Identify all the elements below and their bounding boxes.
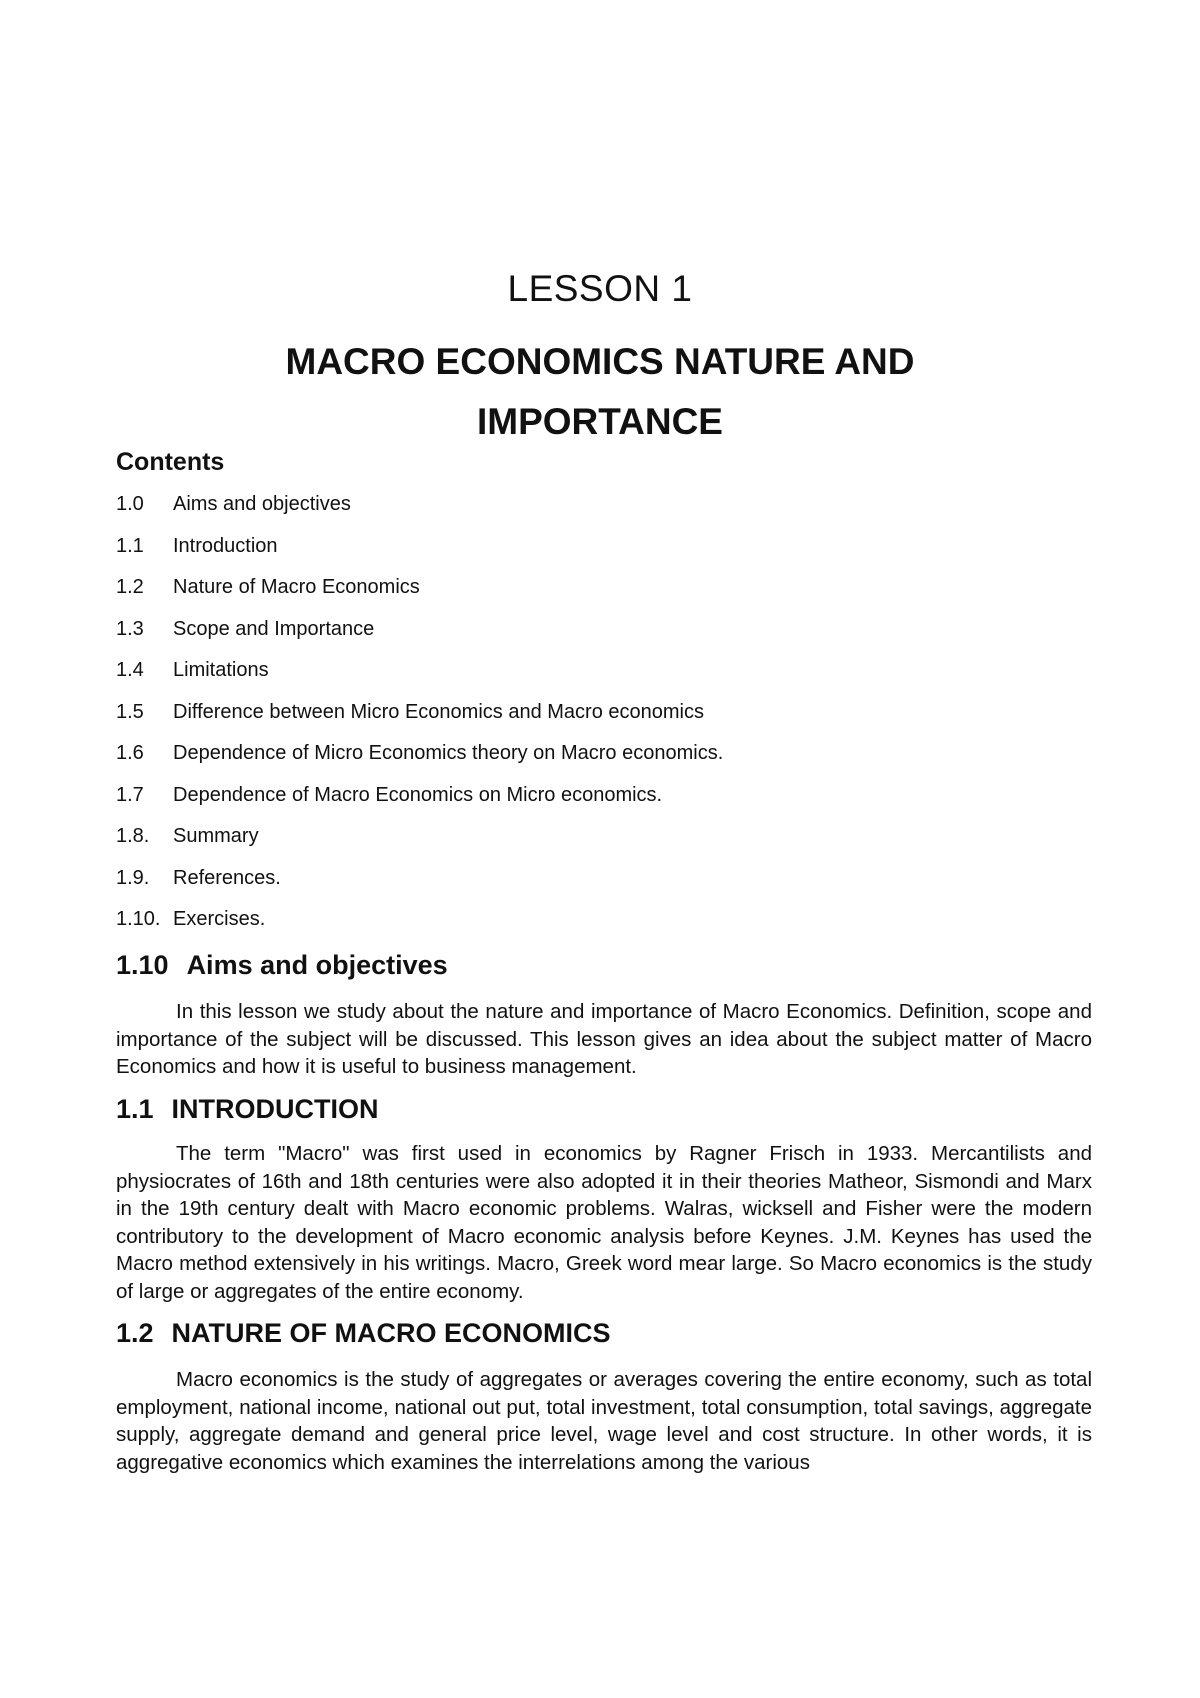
section-heading-introduction xyxy=(116,1094,379,1125)
toc-item-label: References. xyxy=(173,866,281,889)
toc-item-label: Nature of Macro Economics xyxy=(173,576,420,598)
toc-item-number: 1.0 xyxy=(116,493,144,515)
toc-item-label: Introduction xyxy=(173,534,278,557)
toc-item-label: Limitations xyxy=(173,659,269,681)
toc-item-number: 1.6 xyxy=(116,742,144,764)
toc-item xyxy=(116,658,1016,700)
toc-item xyxy=(116,492,1016,534)
toc-item-label: Dependence of Macro Economics on Micro economics. xyxy=(173,783,663,806)
section-heading-nature xyxy=(116,1318,611,1349)
toc-item xyxy=(116,741,1016,783)
title-line-2: IMPORTANCE xyxy=(477,401,723,442)
section-title: INTRODUCTION xyxy=(171,1094,379,1124)
toc-item-label: Exercises. xyxy=(173,908,266,930)
toc-item xyxy=(116,824,1016,866)
toc-item xyxy=(116,700,1016,742)
toc-item-number: 1.5 xyxy=(116,700,144,723)
toc-item-label: Difference between Micro Economics and Macro economics xyxy=(173,700,704,723)
contents-heading: Contents xyxy=(116,448,225,476)
toc-item-number: 1.1 xyxy=(116,534,144,557)
section-body-nature: Macro economics is the study of aggregates or averages covering the entire economy, such as total employment, national income, national out put, total investment, total consumption, total savings, aggregate supply, aggregate demand and general price level, wage level and cost structure. In other words, it is aggregative economics which examines the interrelations among the various xyxy=(116,1368,1092,1474)
section-title: NATURE OF MACRO ECONOMICS xyxy=(171,1318,611,1348)
section-title: Aims and objectives xyxy=(186,950,448,980)
toc-item xyxy=(116,783,1016,825)
toc-item xyxy=(116,534,1016,576)
page-title xyxy=(200,332,1000,452)
section-body-aims: In this lesson we study about the nature and importance of Macro Economics. Definition, scope and importance of the subject will be discussed. This lesson gives an idea about the subject matter of Macro Economics and how it is useful to business management. xyxy=(116,1000,1092,1078)
toc-item-number: 1.7 xyxy=(116,783,144,806)
section-number: 1.10 xyxy=(116,950,169,980)
toc-item xyxy=(116,617,1016,659)
toc-item-number: 1.10. xyxy=(116,908,161,930)
toc-item xyxy=(116,575,1016,617)
toc-item-number: 1.4 xyxy=(116,659,144,681)
toc-item-label: Dependence of Micro Economics theory on Macro economics. xyxy=(173,742,724,764)
section-body-introduction: The term "Macro" was first used in economics by Ragner Frisch in 1933. Mercantilists and physiocrates of 16th and 18th centuries were also adopted it in their theories Matheor, Sismondi and Marx in the 19th century dealt with Macro economic problems. Walras, wicksell and Fisher were the modern contributory to the development of Macro economic analysis before Keynes. J.M. Keynes has used the Macro method extensively in his writings. Macro, Greek word mear large. So Macro economics is the study of large or aggregates of the entire economy. xyxy=(116,1142,1092,1303)
section-heading-aims xyxy=(116,950,448,981)
toc-item-label: Scope and Importance xyxy=(173,617,375,640)
toc-item-label: Aims and objectives xyxy=(173,493,351,515)
lesson-label: LESSON 1 xyxy=(507,268,693,309)
toc-item-number: 1.3 xyxy=(116,617,144,640)
section-number: 1.1 xyxy=(116,1094,154,1124)
section-number: 1.2 xyxy=(116,1318,154,1348)
title-line-1: MACRO ECONOMICS NATURE AND xyxy=(285,341,915,382)
toc-item-label: Summary xyxy=(173,825,259,847)
toc-item-number: 1.2 xyxy=(116,576,144,598)
toc-item-number: 1.8. xyxy=(116,825,150,847)
toc-item-number: 1.9. xyxy=(116,866,150,889)
toc-item xyxy=(116,907,1016,949)
toc-item xyxy=(116,866,1016,908)
table-of-contents xyxy=(116,492,1016,949)
